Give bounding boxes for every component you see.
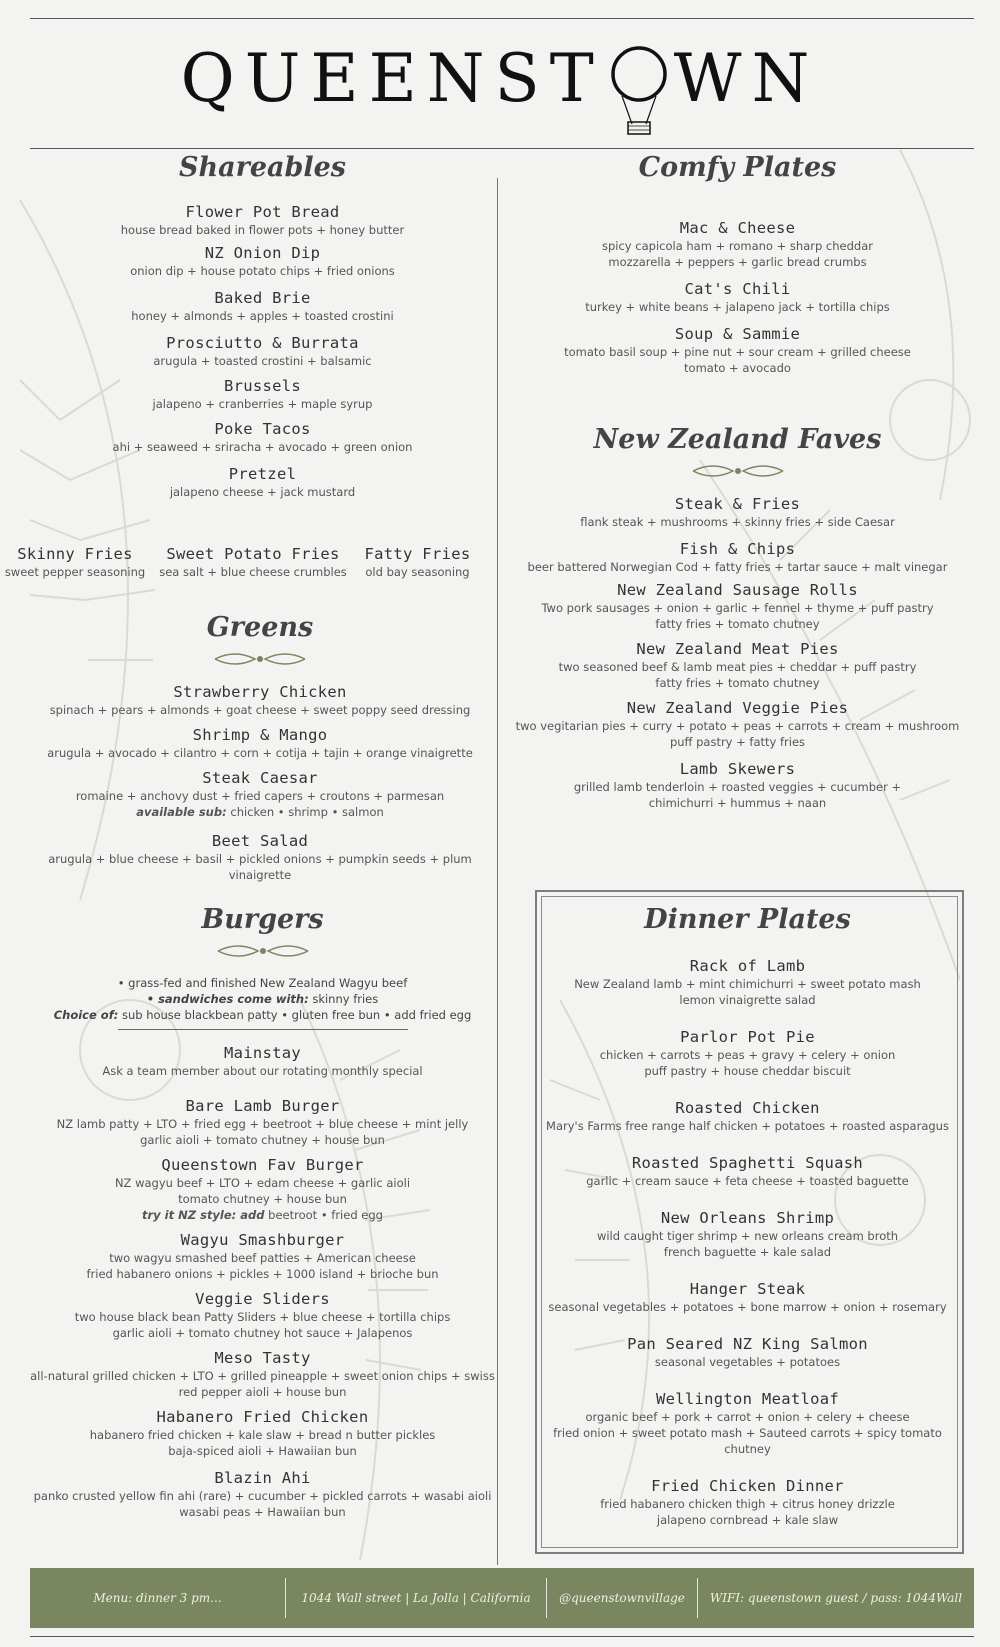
- menu-item: Poke Tacos ahi + seaweed + sriracha + avocado + green onion: [112, 420, 413, 454]
- section-title: Comfy Plates: [638, 152, 837, 183]
- section-title: Burgers: [201, 904, 324, 935]
- menu-item: Parlor Pot Pie chicken + carrots + peas + gravy + celery + onion puff pastry + house cheddar biscuit: [599, 1028, 896, 1078]
- menu-item: Prosciutto & Burrata arugula + toasted crostini + balsamic: [153, 334, 372, 368]
- menu-item: Rack of Lamb New Zealand lamb + mint chimichurri + sweet potato mash lemon vinaigrette salad: [574, 957, 921, 1007]
- side-item: Skinny Fries sweet pepper seasoning: [4, 545, 146, 579]
- menu-item: Mac & Cheese spicy capicola ham + romano + sharp cheddar mozzarella + peppers + garlic bread crumbs: [602, 219, 873, 269]
- side-item: Fatty Fries old bay seasoning: [364, 545, 471, 579]
- menu-item: NZ Onion Dip onion dip + house potato chips + fried onions: [130, 244, 395, 278]
- menu-item: Steak Caesar romaine + anchovy dust + fried capers + croutons + parmesan available sub: chicken • shrimp • salmon: [75, 769, 445, 819]
- burgers-section: [30, 904, 495, 1532]
- menu-item: Blazin Ahi panko crusted yellow fin ahi (rare) + cucumber + pickled carrots + wasabi aioli wasabi peas + Hawaiian bun: [33, 1469, 492, 1519]
- balloon-logo-icon: [604, 46, 674, 108]
- menu-item: Fish & Chips beer battered Norwegian Cod + fatty fries + tartar sauce + malt vinegar: [527, 540, 948, 574]
- section-title: Greens: [206, 612, 314, 643]
- burger-notes: • grass-fed and finished New Zealand Wagyu beef • sandwiches come with: skinny fries Choice of: sub house blackbean patty • gluten free bun • add fried egg: [53, 976, 472, 1022]
- flourish-icon: [210, 649, 310, 669]
- greens-section: [30, 612, 490, 895]
- footer-social-link[interactable]: @queenstownvillage: [559, 1591, 685, 1605]
- section-title: Shareables: [178, 152, 347, 183]
- side-item: Sweet Potato Fries sea salt + blue cheese crumbles: [159, 545, 347, 579]
- menu-item: Strawberry Chicken spinach + pears + almonds + goat cheese + sweet poppy seed dressing: [49, 683, 471, 717]
- menu-item: Shrimp & Mango arugula + avocado + cilantro + corn + cotija + tajin + orange vinaigrette: [47, 726, 473, 760]
- menu-item: Cat's Chili turkey + white beans + jalapeno jack + tortilla chips: [585, 280, 890, 314]
- menu-item: Lamb Skewers grilled lamb tenderloin + roasted veggies + cucumber + chimichurri + hummus + naan: [573, 760, 902, 810]
- menu-item: Meso Tasty all-natural grilled chicken + LTO + grilled pineapple + sweet onion chips + swiss red pepper aioli + house bun: [30, 1349, 495, 1399]
- header-rule: [30, 148, 974, 149]
- menu-item: Pretzel jalapeno cheese + jack mustard: [169, 465, 356, 499]
- footer-address: 1044 Wall street | La Jolla | California: [301, 1591, 531, 1605]
- menu-item: Pan Seared NZ King Salmon seasonal vegetables + potatoes: [627, 1335, 868, 1369]
- menu-item: Steak & Fries flank steak + mushrooms + skinny fries + side Caesar: [580, 495, 895, 529]
- nz-faves-section: [505, 424, 970, 823]
- menu-item: Queenstown Fav Burger NZ wagyu beef + LTO + edam cheese + garlic aioli tomato chutney + house bun try it NZ style: add beetroot • fried egg: [114, 1156, 411, 1222]
- section-title: New Zealand Faves: [593, 424, 882, 455]
- menu-item: Roasted Spaghetti Squash garlic + cream sauce + feta cheese + toasted baguette: [586, 1154, 909, 1188]
- menu-item: Veggie Sliders two house black bean Patty Sliders + blue cheese + tortilla chips garlic aioli + tomato chutney hot sauce + Jalapenos: [74, 1290, 451, 1340]
- footer-bar: [30, 1568, 974, 1628]
- flourish-icon: [213, 941, 313, 961]
- flourish-icon: [688, 461, 788, 481]
- burger-notes-rule: [118, 1029, 408, 1030]
- dinner-plates-section: [540, 904, 955, 1540]
- menu-item: New Zealand Sausage Rolls Two pork sausages + onion + garlic + fennel + thyme + puff pastry fatty fries + tomato chutney: [541, 581, 934, 631]
- menu-item: Baked Brie honey + almonds + apples + toasted crostini: [131, 289, 394, 323]
- menu-item: Brussels jalapeno + cranberries + maple syrup: [152, 377, 373, 411]
- menu-item: Fried Chicken Dinner fried habanero chicken thigh + citrus honey drizzle jalapeno cornbread + kale slaw: [600, 1477, 895, 1527]
- menu-item: Hanger Steak seasonal vegetables + potatoes + bone marrow + onion + rosemary: [548, 1280, 947, 1314]
- menu-item: Bare Lamb Burger NZ lamb patty + LTO + fried egg + beetroot + blue cheese + mint jelly garlic aioli + tomato chutney + house bun: [56, 1097, 469, 1147]
- menu-item: New Zealand Veggie Pies two vegitarian pies + curry + potato + peas + carrots + cream + mushroom puff pastry + fatty fries: [515, 699, 960, 749]
- menu-item: Wagyu Smashburger two wagyu smashed beef patties + American cheese fried habanero onions + pickles + 1000 island + brioche bun: [86, 1231, 439, 1281]
- menu-item: Habanero Fried Chicken habanero fried chicken + kale slaw + bread n butter pickles baja-spiced aioli + Hawaiian bun: [89, 1408, 436, 1458]
- column-divider: [497, 178, 498, 1565]
- footer-wifi: WIFI: queenstown guest / pass: 1044Wall: [709, 1591, 963, 1605]
- section-title: Dinner Plates: [644, 904, 851, 935]
- footer-hours: Menu: dinner 3 pm...: [93, 1591, 222, 1605]
- menu-item: Roasted Chicken Mary's Farms free range half chicken + potatoes + roasted asparagus: [546, 1099, 949, 1133]
- menu-item: Flower Pot Bread house bread baked in flower pots + honey butter: [120, 203, 405, 237]
- comfy-plates-section: [505, 152, 970, 388]
- logo: QUEENST WN: [0, 40, 1000, 117]
- menu-item: New Zealand Meat Pies two seasoned beef & lamb meat pies + cheddar + puff pastry fatty fries + tomato chutney: [558, 640, 917, 690]
- top-rule: [30, 18, 974, 19]
- bottom-rule: [30, 1636, 974, 1637]
- menu-item: Wellington Meatloaf organic beef + pork + carrot + onion + celery + cheese fried onion + sweet potato mash + Sauteed carrots + spicy tomato chutney: [553, 1390, 942, 1456]
- menu-item: Mainstay Ask a team member about our rotating monthly special: [102, 1044, 423, 1078]
- menu-item: Beet Salad arugula + blue cheese + basil + pickled onions + pumpkin seeds + plum vinaigrette: [48, 832, 472, 882]
- menu-item: Soup & Sammie tomato basil soup + pine nut + sour cream + grilled cheese tomato + avocado: [564, 325, 911, 375]
- menu-item: New Orleans Shrimp wild caught tiger shrimp + new orleans cream broth french baguette + kale salad: [596, 1209, 899, 1259]
- shareables-section: [30, 152, 495, 512]
